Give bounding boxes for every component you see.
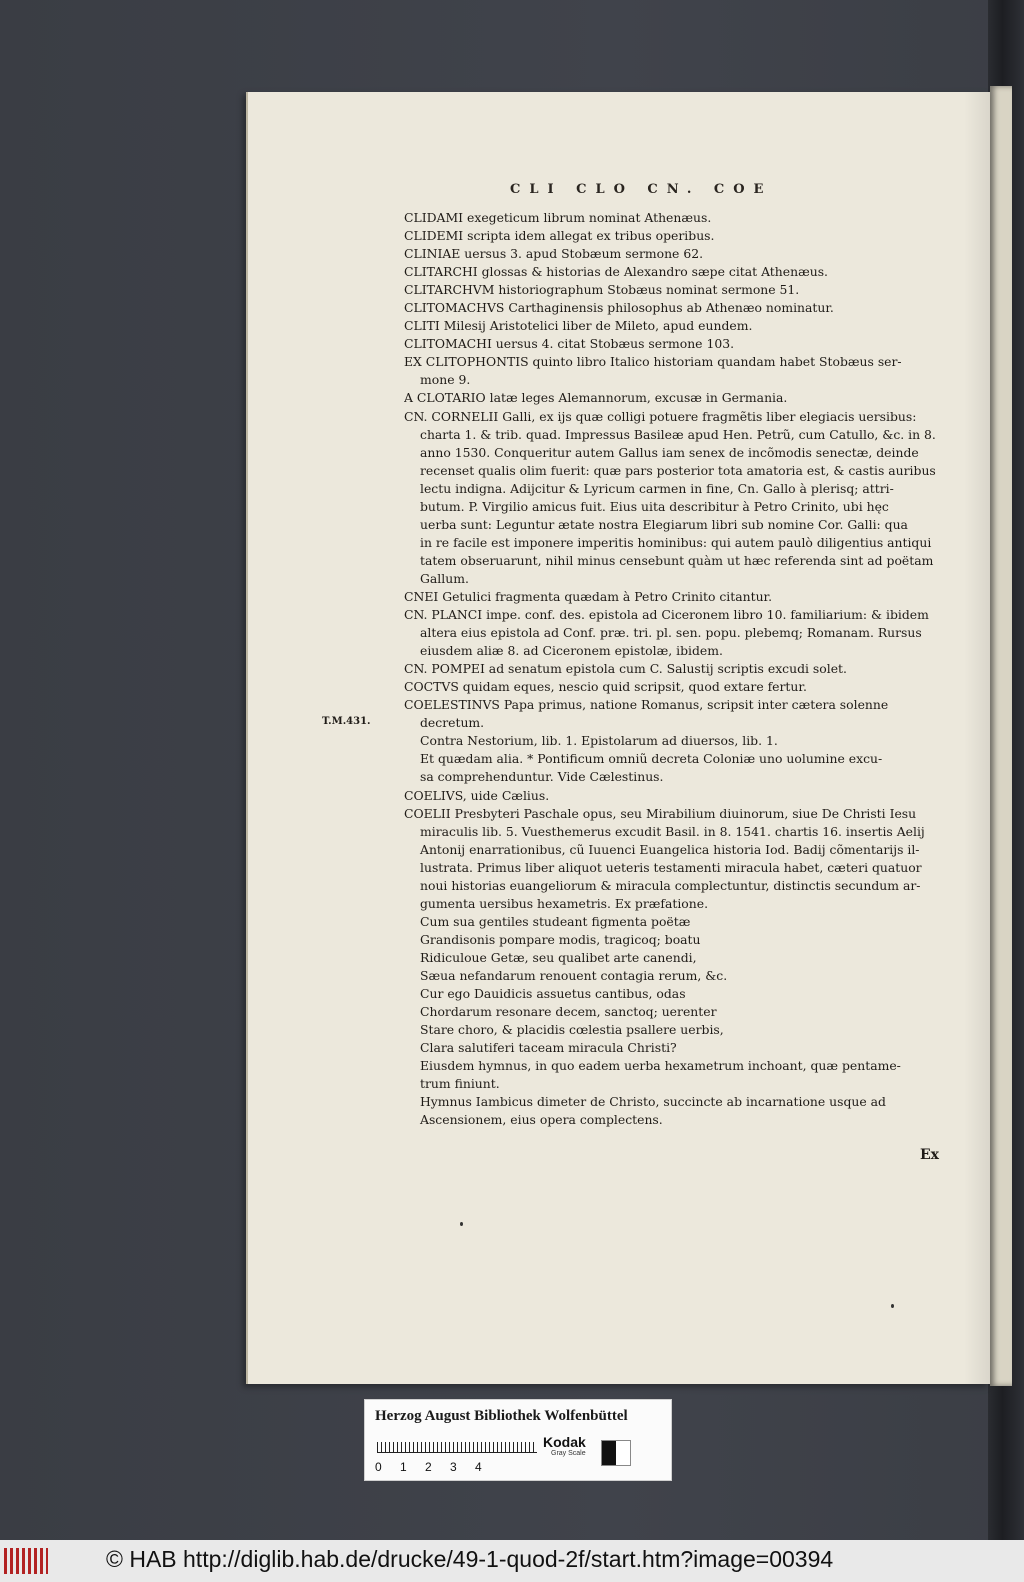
- text-line: » Cum sua gentiles studeant figmenta poëtæ: [404, 913, 966, 931]
- text-line: CLITI Milesij Aristotelici liber de Mileto, apud eundem.: [404, 318, 753, 334]
- scale-number: 2: [425, 1460, 432, 1474]
- text-line: COELESTINVS Papa primus, natione Romanus, scripsit inter cætera solenne: [404, 697, 889, 713]
- text-line: Hymnus Iambicus dimeter de Christo, succincte ab incarnatione usque ad: [420, 1094, 886, 1110]
- text-line: » Stare choro, & placidis cœlestia psallere uerbis,: [404, 1021, 966, 1039]
- text-line: CN. CORNELII Galli, ex ijs quæ colligi potuere fragmẽtis liber elegiacis uersibus:: [404, 408, 917, 424]
- text-line: lustrata. Primus liber aliquot ueteris testamenti miracula habet, cæteri quatuor: [420, 859, 922, 875]
- scale-number: 1: [400, 1460, 407, 1474]
- text-line: mone 9.: [420, 372, 471, 388]
- text-line: eiusdem aliæ 8. ad Ciceronem epistolæ, ibidem.: [420, 643, 723, 659]
- text-line: CLIDAMI exegeticum librum nominat Athenæus.: [404, 210, 712, 225]
- text-line: » Clara salutiferi taceam miracula Christi?: [404, 1039, 966, 1057]
- kodak-logo: Kodak: [543, 1434, 586, 1450]
- text-line: charta 1. & trib. quad. Impressus Basileæ apud Hen. Petrũ, cum Catullo, &c. in 8.: [420, 426, 936, 442]
- adjacent-page-edge: [990, 86, 1012, 1386]
- hab-logo-icon: [4, 1548, 48, 1574]
- text-line: recenset qualis olim fuerit: quæ pars posterior tota amatoria est, & castis auribus: [420, 462, 936, 478]
- page-text: [404, 209, 966, 1129]
- kodak-subtitle: Gray Scale: [551, 1450, 586, 1457]
- scale-number: 3: [450, 1460, 457, 1474]
- text-line: » Sæua nefandarum renouent contagia rerum, &c.: [404, 967, 966, 985]
- library-name: Herzog August Bibliothek Wolfenbüttel: [375, 1408, 628, 1424]
- scale-numbers: [375, 1460, 500, 1474]
- text-line: » Cur ego Dauidicis assuetus cantibus, odas: [404, 985, 966, 1003]
- text-line: A CLOTARIO latæ leges Alemannorum, excusæ in Germania.: [404, 390, 788, 406]
- text-line: trum finiunt.: [420, 1076, 500, 1092]
- text-line: CN. PLANCI impe. conf. des. epistola ad Ciceronem libro 10. familiarium: & ibidem: [404, 607, 929, 623]
- text-line: miraculis lib. 5. Vuesthemerus excudit Basil. in 8. 1541. chartis 16. insertis Aelij: [420, 823, 925, 839]
- gray-swatch: [601, 1440, 631, 1466]
- text-line: CLITOMACHI uersus 4. citat Stobæus sermone 103.: [404, 336, 735, 352]
- scale-number: 0: [375, 1460, 382, 1474]
- scale-number: 4: [475, 1460, 482, 1474]
- scale-ruler: [377, 1436, 537, 1453]
- book-page: [246, 92, 990, 1384]
- text-line: gumenta uersibus hexametris. Ex præfatione.: [420, 895, 709, 911]
- text-line: Ascensionem, eius opera complectens.: [420, 1112, 663, 1128]
- text-line: anno 1530. Conqueritur autem Gallus iam senex de incõmodis senectæ, deinde: [420, 444, 919, 460]
- text-line: CLIDEMI scripta idem allegat ex tribus operibus.: [404, 228, 715, 244]
- text-line: lectu indigna. Adijcitur & Lyricum carmen in fine, Cn. Gallo à plerisq; attri-: [420, 480, 894, 496]
- catchword: Ex: [920, 1147, 940, 1163]
- text-line: » Grandisonis pompare modis, tragicoq; boatu: [404, 931, 966, 949]
- text-line: » Ridiculoue Getæ, seu qualibet arte canendi,: [404, 949, 966, 967]
- text-line: » Gallum.: [404, 570, 966, 588]
- text-line: Eiusdem hymnus, in quo eadem uerba hexametrum inchoant, quæ pentame-: [420, 1058, 901, 1074]
- text-line: CLITARCHVM historiographum Stobæus nominat sermone 51.: [404, 282, 800, 298]
- text-line: » uerba sunt: Leguntur ætate nostra Elegiarum libri sub nomine Cor. Galli: qua: [404, 516, 966, 534]
- text-line: CN. POMPEI ad senatum epistola cum C. Salustij scriptis excudi solet.: [404, 661, 847, 677]
- footer-url[interactable]: © HAB http://diglib.hab.de/drucke/49-1-quod-2f/start.htm?image=00394: [106, 1546, 834, 1572]
- footer-bar: [0, 1540, 1024, 1582]
- text-line: altera eius epistola ad Conf. præ. tri. pl. sen. popu. plebemq; Romanam. Rursus: [420, 625, 922, 641]
- running-header: CLI CLO CN. COE: [510, 182, 773, 197]
- text-line: sa comprehenduntur. Vide Cælestinus.: [420, 769, 664, 785]
- text-line: decretum.: [420, 715, 485, 731]
- text-line: CNEI Getulici fragmenta quædam à Petro Crinito citantur.: [404, 588, 773, 604]
- text-line: CLITARCHI glossas & historias de Alexandro sæpe citat Athenæus.: [404, 264, 828, 280]
- text-line: EX CLITOPHONTIS quinto libro Italico historiam quandam habet Stobæus ser-: [404, 354, 902, 370]
- text-line: COELIVS, uide Cælius.: [404, 787, 550, 803]
- text-line: CLINIAE uersus 3. apud Stobæum sermone 62.: [404, 246, 704, 262]
- ink-speck: [460, 1222, 463, 1226]
- text-line: COELII Presbyteri Paschale opus, seu Mirabilium diuinorum, siue De Christi Iesu: [404, 805, 917, 821]
- text-line: CLITOMACHVS Carthaginensis philosophus ab Athenæo nominatur.: [404, 300, 834, 316]
- text-line: » in re facile est imponere imperitis hominibus: qui autem paulò diligentius antiqui: [404, 534, 966, 552]
- text-line: Et quædam alia. * Pontificum omniũ decreta Coloniæ uno uolumine excu-: [420, 751, 883, 767]
- text-line: Antonij enarrationibus, cũ Iuuenci Euangelica historia Iod. Badij cõmentarijs il-: [420, 841, 920, 857]
- ink-speck: [891, 1304, 894, 1308]
- text-line: » tatem obseruarunt, nihil minus censebunt quàm ut hæc referenda sint ad poëtam: [404, 552, 966, 570]
- text-line: » Chordarum resonare decem, sanctoq; uerenter: [404, 1003, 966, 1021]
- margin-note: T.M.431.: [322, 716, 371, 727]
- text-line: noui historias euangeliorum & miracula complectuntur, distinctis secundum ar-: [420, 877, 921, 893]
- text-line: COCTVS quidam eques, nescio quid scripsit, quod extare fertur.: [404, 679, 807, 695]
- text-line: Contra Nestorium, lib. 1. Epistolarum ad diuersos, lib. 1.: [420, 733, 778, 749]
- text-line: butum. P. Virgilio amicus fuit. Eius uita describitur à Petro Crinito, ubi hęc: [420, 498, 889, 514]
- gray-scale-card: [364, 1399, 672, 1481]
